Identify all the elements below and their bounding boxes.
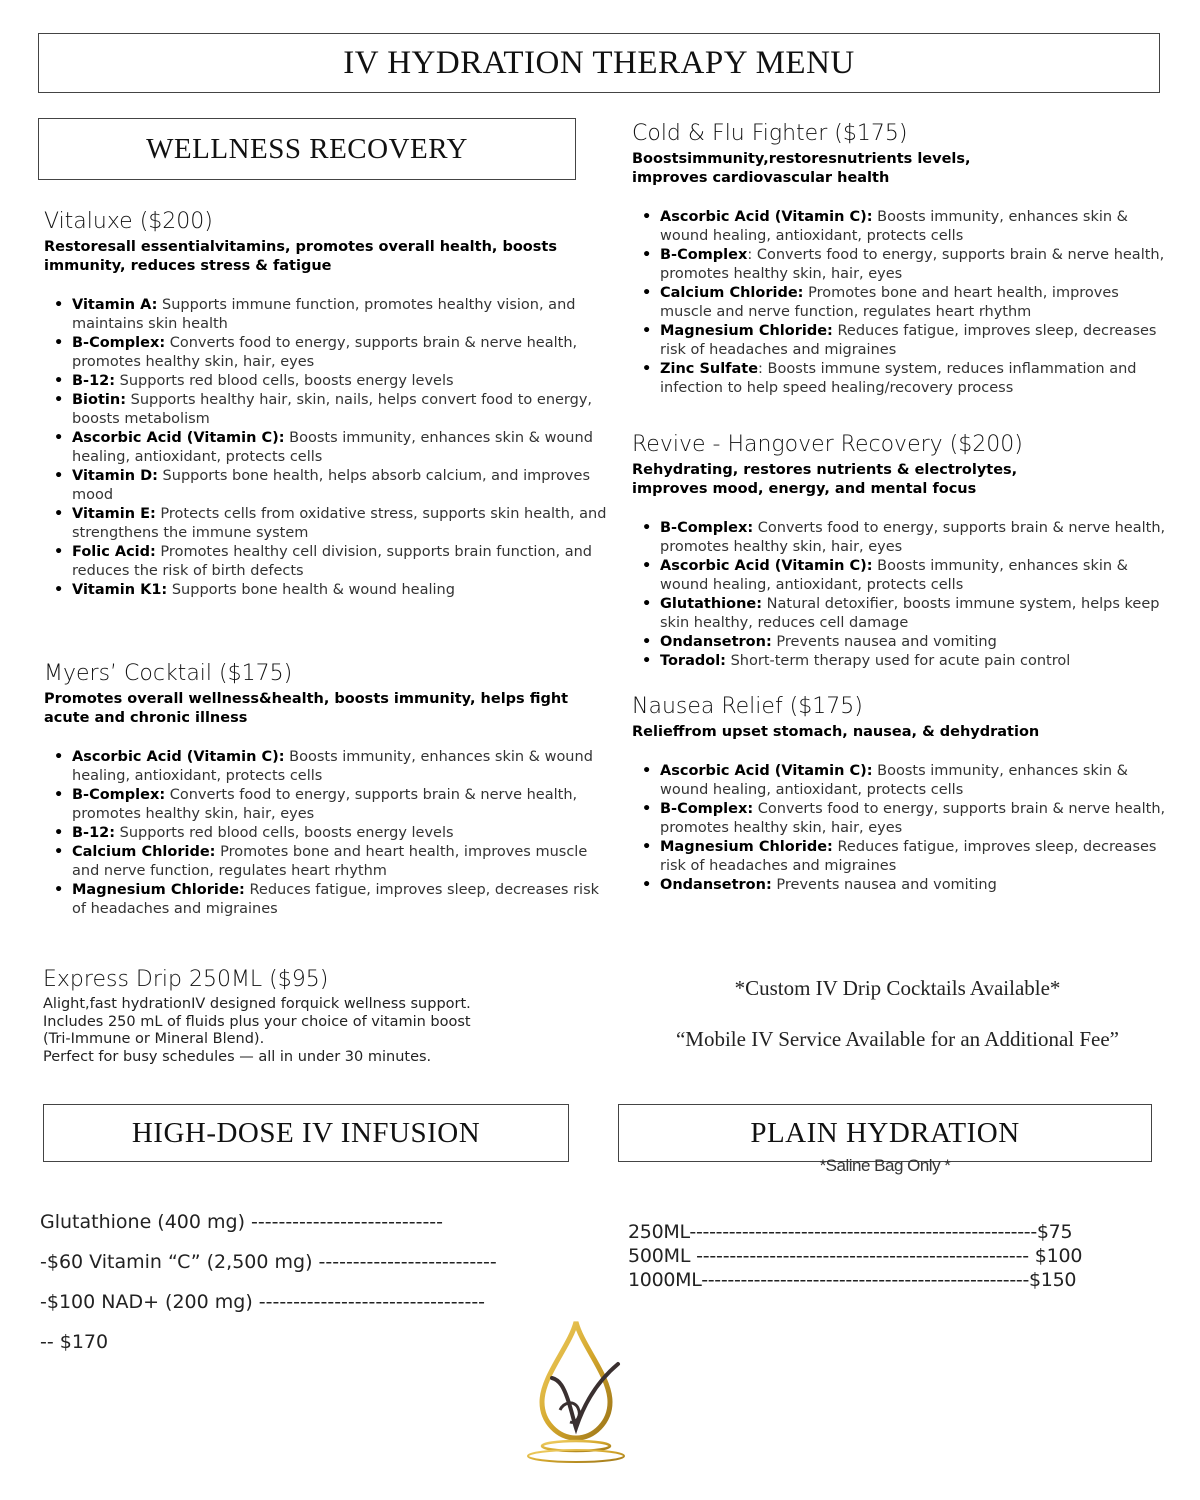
bullet-icon: • <box>642 361 652 377</box>
ingredient-name: Ascorbic Acid (Vitamin C): <box>660 209 873 225</box>
ingredient-name: Toradol: <box>660 653 726 669</box>
ingredient-name: Magnesium Chloride: <box>660 839 833 855</box>
ingredient-item <box>44 748 614 786</box>
ingredient-item <box>44 843 614 881</box>
high-dose-line: -- $170 <box>40 1331 109 1353</box>
ingredient-description: Supports immune function, promotes healthy vision, and maintains skin health <box>72 297 576 332</box>
bullet-icon: • <box>54 825 64 841</box>
ingredient-description: Promotes bone and heart health, improves muscle and nerve function, regulates heart rhythm <box>660 285 1119 320</box>
ingredient-description: Prevents nausea and vomiting <box>771 634 997 650</box>
ingredient-item <box>632 633 1167 652</box>
ingredient-description: Converts food to energy, supports brain & nerve health, promotes healthy skin, hair, eyes <box>660 520 1166 555</box>
ingredient-name: B-Complex <box>660 247 748 263</box>
bullet-icon: • <box>642 801 652 817</box>
nausea-title: Nausea Relief ($175) <box>632 694 863 719</box>
vitaluxe-ingredient-list <box>44 296 614 600</box>
ingredient-name: Vitamin K1: <box>72 582 168 598</box>
ingredient-description: Supports bone health, helps absorb calcium, and improves mood <box>72 468 590 503</box>
bullet-icon: • <box>642 634 652 650</box>
ingredient-name: B-Complex: <box>72 787 166 803</box>
express-line: (Tri-Immune or Mineral Blend). <box>43 1031 265 1047</box>
plain-price-line: 500ML -------------------------------------------------- $100 <box>628 1245 1083 1267</box>
ingredient-item <box>632 838 1167 876</box>
ingredient-description: Supports bone health & wound healing <box>167 582 455 598</box>
mobile-service-note: “Mobile IV Service Available for an Additional Fee” <box>675 1027 1119 1051</box>
bullet-icon: • <box>642 763 652 779</box>
custom-cocktails-note: *Custom IV Drip Cocktails Available* <box>734 976 1061 1000</box>
ingredient-description: Boosts immunity, enhances skin & wound healing, antioxidant, protects cells <box>660 209 1128 244</box>
myers-title: Myers’ Cocktail ($175) <box>44 661 293 686</box>
ingredient-description: Boosts immunity, enhances skin & wound healing, antioxidant, protects cells <box>72 749 593 784</box>
ingredient-description: Supports red blood cells, boosts energy levels <box>115 825 454 841</box>
ingredient-description: Converts food to energy, supports brain & nerve health, promotes healthy skin, hair, eyes <box>72 335 578 370</box>
ingredient-name: Calcium Chloride: <box>72 844 216 860</box>
high-dose-box <box>43 1104 569 1162</box>
ingredient-description: Promotes bone and heart health, improves muscle and nerve function, regulates heart rhythm <box>72 844 588 879</box>
ingredient-item <box>632 762 1167 800</box>
ingredient-item <box>44 824 614 843</box>
nausea-ingredient-list <box>632 762 1167 895</box>
ingredient-item <box>632 360 1167 398</box>
ingredient-item <box>632 595 1167 633</box>
ingredient-item <box>632 519 1167 557</box>
vitaluxe-subtitle: Restoresall essentialvitamins, promotes overall health, boosts immunity, reduces stress & fatigue <box>44 239 557 274</box>
ingredient-name: Ascorbic Acid (Vitamin C): <box>72 430 285 446</box>
ingredient-item <box>44 429 614 467</box>
bullet-icon: • <box>54 582 64 598</box>
ingredient-item <box>632 800 1167 838</box>
ingredient-item <box>632 246 1167 284</box>
cold-flu-section <box>632 120 1167 398</box>
ingredient-name: Magnesium Chloride: <box>660 323 833 339</box>
myers-ingredient-list <box>44 748 614 919</box>
high-dose-title: HIGH-DOSE IV INFUSION <box>131 1116 481 1149</box>
ingredient-name: Glutathione: <box>660 596 763 612</box>
ingredient-description: Natural detoxifier, boosts immune system, helps keep skin healthy, reduces cell damage <box>660 596 1160 631</box>
express-line: Includes 250 mL of fluids plus your choice of vitamin boost <box>43 1013 471 1030</box>
ingredient-description: Supports red blood cells, boosts energy levels <box>115 373 454 389</box>
ingredient-name: Ondansetron: <box>660 877 772 893</box>
bullet-icon: • <box>642 285 652 301</box>
ingredient-item <box>632 208 1167 246</box>
bullet-icon: • <box>54 506 64 522</box>
cold-flu-subtitle-line: improves cardiovascular health <box>632 170 890 186</box>
ingredient-name: B-12: <box>72 373 116 389</box>
ingredient-name: Vitamin E: <box>72 506 156 522</box>
ingredient-description: Prevents nausea and vomiting <box>771 877 997 893</box>
gold-drop-v-logo-icon <box>520 1318 632 1464</box>
ingredient-description: Boosts immunity, enhances skin & wound healing, antioxidant, protects cells <box>660 558 1128 593</box>
menu-title: IV HYDRATION THERAPY MENU <box>343 44 855 81</box>
plain-hydration-box <box>618 1104 1152 1162</box>
bullet-icon: • <box>54 468 64 484</box>
ingredient-description: Boosts immunity, enhances skin & wound healing, antioxidant, protects cells <box>660 763 1128 798</box>
bullet-icon: • <box>54 335 64 351</box>
high-dose-line: -$100 NAD+ (200 mg) --------------------------------- <box>40 1291 486 1313</box>
ingredient-name: Vitamin A: <box>72 297 158 313</box>
plain-price-line: 250ML-----------------------------------------------------$75 <box>628 1221 1073 1243</box>
ingredient-description: Supports healthy hair, skin, nails, helps convert food to energy, boosts metabolism <box>72 392 593 427</box>
ingredient-description: Short-term therapy used for acute pain control <box>725 653 1071 669</box>
revive-ingredient-list <box>632 519 1167 671</box>
cold-flu-title: Cold & Flu Fighter ($175) <box>632 121 908 146</box>
ingredient-name: Zinc Sulfate <box>660 361 759 377</box>
express-line: Perfect for busy schedules — all in under 30 minutes. <box>43 1048 432 1065</box>
wellness-recovery-title: WELLNESS RECOVERY <box>146 132 468 165</box>
ingredient-description: Reduces fatigue, improves sleep, decreases risk of headaches and migraines <box>72 882 600 917</box>
ingredient-name: Calcium Chloride: <box>660 285 804 301</box>
bullet-icon: • <box>642 596 652 612</box>
bullet-icon: • <box>54 787 64 803</box>
express-line: Alight,fast hydrationIV designed forquick wellness support. <box>43 996 471 1012</box>
plain-hydration-title: PLAIN HYDRATION <box>750 1116 1020 1149</box>
ingredient-item <box>44 543 614 581</box>
bullet-icon: • <box>54 844 64 860</box>
ingredient-name: Ascorbic Acid (Vitamin C): <box>72 749 285 765</box>
revive-subtitle-line: improves mood, energy, and mental focus <box>632 481 977 497</box>
bullet-icon: • <box>54 882 64 898</box>
revive-title: Revive - Hangover Recovery ($200) <box>632 432 1023 457</box>
ingredient-item <box>44 881 614 919</box>
cold-flu-subtitle-line: Boostsimmunity,restoresnutrients levels, <box>632 151 971 167</box>
revive-subtitle-line: Rehydrating, restores nutrients & electrolytes, <box>632 462 1018 478</box>
nausea-section <box>632 693 1167 895</box>
vitaluxe-title: Vitaluxe ($200) <box>44 209 213 234</box>
bullet-icon: • <box>642 209 652 225</box>
ingredient-item <box>44 786 614 824</box>
revive-section <box>632 431 1167 671</box>
ingredient-item <box>44 334 614 372</box>
ingredient-description: Reduces fatigue, improves sleep, decreases risk of headaches and migraines <box>660 323 1157 358</box>
ingredient-description: Reduces fatigue, improves sleep, decreases risk of headaches and migraines <box>660 839 1157 874</box>
ingredient-description: : Boosts immune system, reduces inflammation and infection to help speed healing/recovery process <box>660 361 1137 396</box>
bullet-icon: • <box>54 373 64 389</box>
ingredient-item <box>632 284 1167 322</box>
bullet-icon: • <box>54 297 64 313</box>
ingredient-item <box>632 652 1167 671</box>
ingredient-description: Boosts immunity, enhances skin & wound healing, antioxidant, protects cells <box>72 430 593 465</box>
ingredient-item <box>44 581 614 600</box>
plain-price-line: 1000ML--------------------------------------------------$150 <box>628 1269 1077 1291</box>
ingredient-name: Ascorbic Acid (Vitamin C): <box>660 558 873 574</box>
bullet-icon: • <box>54 544 64 560</box>
express-title: Express Drip 250ML ($95) <box>43 967 329 992</box>
bullet-icon: • <box>642 323 652 339</box>
bullet-icon: • <box>642 558 652 574</box>
ingredient-item <box>632 876 1167 895</box>
ingredient-name: Vitamin D: <box>72 468 158 484</box>
bullet-icon: • <box>642 247 652 263</box>
bullet-icon: • <box>642 877 652 893</box>
saline-note: *Saline Bag Only * <box>819 1156 951 1175</box>
myers-section <box>44 660 614 919</box>
ingredient-name: Folic Acid: <box>72 544 156 560</box>
ingredient-description: Converts food to energy, supports brain & nerve health, promotes healthy skin, hair, eyes <box>660 801 1166 836</box>
bullet-icon: • <box>642 653 652 669</box>
ingredient-name: B-Complex: <box>660 520 754 536</box>
ingredient-item <box>44 391 614 429</box>
ingredient-name: Magnesium Chloride: <box>72 882 245 898</box>
high-dose-line: -$60 Vitamin “C” (2,500 mg) -------------------------- <box>40 1251 497 1273</box>
wellness-recovery-box <box>38 118 576 180</box>
ingredient-name: Ascorbic Acid (Vitamin C): <box>660 763 873 779</box>
ingredient-name: Ondansetron: <box>660 634 772 650</box>
ingredient-name: B-12: <box>72 825 116 841</box>
nausea-subtitle: Relieffrom upset stomach, nausea, & dehydration <box>632 724 1040 740</box>
bullet-icon: • <box>54 749 64 765</box>
bullet-icon: • <box>54 430 64 446</box>
ingredient-description: : Converts food to energy, supports brain & nerve health, promotes healthy skin, hair, eyes <box>660 247 1165 282</box>
ingredient-description: Protects cells from oxidative stress, supports skin health, and strengthens the immune system <box>72 506 607 541</box>
ingredient-item <box>44 505 614 543</box>
vitaluxe-section <box>44 208 614 600</box>
ingredient-name: Biotin: <box>72 392 127 408</box>
plain-price-list <box>628 1220 1173 1292</box>
menu-title-box <box>38 33 1160 93</box>
bullet-icon: • <box>642 839 652 855</box>
ingredient-item <box>632 557 1167 595</box>
bullet-icon: • <box>54 392 64 408</box>
ingredient-item <box>632 322 1167 360</box>
myers-subtitle: Promotes overall wellness&health, boosts immunity, helps fight acute and chronic illness <box>44 691 569 726</box>
ingredient-name: B-Complex: <box>660 801 754 817</box>
ingredient-name: B-Complex: <box>72 335 166 351</box>
ingredient-description: Promotes healthy cell division, supports brain function, and reduces the risk of birth defects <box>72 544 593 579</box>
cold-flu-ingredient-list <box>632 208 1167 398</box>
high-dose-line: Glutathione (400 mg) ---------------------------- <box>40 1211 444 1233</box>
ingredient-item <box>44 467 614 505</box>
ingredient-item <box>44 296 614 334</box>
bullet-icon: • <box>642 520 652 536</box>
ingredient-description: Converts food to energy, supports brain & nerve health, promotes healthy skin, hair, eyes <box>72 787 578 822</box>
express-section <box>43 966 603 1066</box>
ingredient-item <box>44 372 614 391</box>
